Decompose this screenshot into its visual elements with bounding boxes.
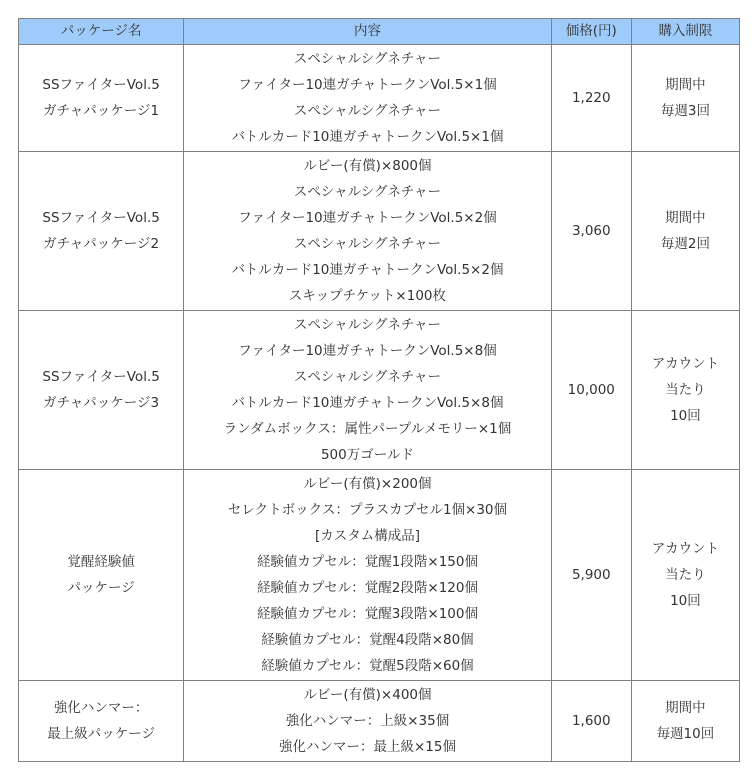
- content-line: ファイター10連ガチャトークンVol.5×8個: [238, 343, 497, 359]
- package-name-line: 覚醒経験値: [67, 554, 135, 570]
- limit-cell: [631, 470, 739, 681]
- limit-line: アカウント: [651, 356, 720, 372]
- content-line: スキップチケット×100枚: [288, 288, 447, 304]
- content-line: 経験値カプセル：覚醒2段階×120個: [256, 580, 478, 596]
- package-name-line: 強化ハンマー：: [53, 700, 149, 716]
- content-line: 経験値カプセル：覚醒3段階×100個: [256, 606, 478, 622]
- package-name-cell: [19, 152, 184, 311]
- header-package-name: パッケージ名: [19, 19, 184, 45]
- header-content: 内容: [184, 19, 552, 45]
- table-row: [19, 152, 740, 311]
- content-line: ファイター10連ガチャトークンVol.5×2個: [238, 210, 497, 226]
- content-line: バトルカード10連ガチャトークンVol.5×2個: [231, 262, 504, 278]
- limit-cell: [631, 681, 739, 762]
- content-line: ルビー(有償)×800個: [303, 158, 432, 174]
- limit-line: 期間中: [665, 77, 706, 93]
- content-line: バトルカード10連ガチャトークンVol.5×1個: [231, 129, 504, 145]
- table-row: [19, 681, 740, 762]
- content-line: スペシャルシグネチャー: [293, 236, 442, 252]
- content-line: ルビー(有償)×400個: [303, 687, 432, 703]
- content-cell: [184, 45, 552, 152]
- content-line: スペシャルシグネチャー: [293, 184, 442, 200]
- limit-line: 当たり: [665, 382, 706, 398]
- header-purchase-limit: 購入制限: [631, 19, 739, 45]
- package-name-line: ガチャパッケージ3: [43, 395, 160, 411]
- content-line: 強化ハンマー：上級×35個: [285, 713, 450, 729]
- content-line: スペシャルシグネチャー: [293, 103, 442, 119]
- limit-cell: [631, 311, 739, 470]
- limit-line: 当たり: [665, 567, 706, 583]
- limit-line: 期間中: [665, 700, 706, 716]
- package-name-line: パッケージ: [67, 580, 135, 596]
- header-price: 価格(円): [551, 19, 631, 45]
- limit-line: アカウント: [651, 541, 720, 557]
- price-cell: 1,600: [551, 681, 631, 762]
- table-row: [19, 45, 740, 152]
- content-line: ルビー(有償)×200個: [303, 476, 432, 492]
- price-cell: 10,000: [551, 311, 631, 470]
- content-cell: [184, 681, 552, 762]
- package-name-line: ガチャパッケージ2: [43, 236, 160, 252]
- package-table: [18, 18, 740, 762]
- limit-line: 毎週2回: [660, 236, 710, 252]
- content-line: [カスタム構成品]: [314, 528, 420, 544]
- content-line: スペシャルシグネチャー: [293, 369, 442, 385]
- content-line: スペシャルシグネチャー: [293, 317, 442, 333]
- package-name-line: SSファイターVol.5: [42, 210, 160, 226]
- price-cell: 1,220: [551, 45, 631, 152]
- limit-line: 毎週3回: [660, 103, 710, 119]
- content-line: 強化ハンマー：最上級×15個: [278, 739, 456, 755]
- content-cell: [184, 470, 552, 681]
- limit-line: 10回: [670, 593, 701, 609]
- package-name-line: SSファイターVol.5: [42, 77, 160, 93]
- content-line: ファイター10連ガチャトークンVol.5×1個: [238, 77, 497, 93]
- table-header-row: [19, 19, 740, 45]
- content-line: 経験値カプセル：覚醒5段階×60個: [261, 658, 474, 674]
- package-name-line: 最上級パッケージ: [47, 726, 155, 742]
- limit-cell: [631, 45, 739, 152]
- content-line: バトルカード10連ガチャトークンVol.5×8個: [231, 395, 504, 411]
- content-line: ランダムボックス：属性パープルメモリー×1個: [223, 421, 512, 437]
- package-name-cell: [19, 311, 184, 470]
- content-cell: [184, 152, 552, 311]
- price-cell: 3,060: [551, 152, 631, 311]
- limit-cell: [631, 152, 739, 311]
- content-line: 経験値カプセル：覚醒4段階×80個: [261, 632, 474, 648]
- limit-line: 10回: [670, 408, 701, 424]
- package-name-line: ガチャパッケージ1: [43, 103, 160, 119]
- content-line: 経験値カプセル：覚醒1段階×150個: [256, 554, 478, 570]
- table-row: [19, 311, 740, 470]
- package-name-cell: [19, 681, 184, 762]
- price-cell: 5,900: [551, 470, 631, 681]
- content-cell: [184, 311, 552, 470]
- limit-line: 期間中: [665, 210, 706, 226]
- package-name-cell: [19, 470, 184, 681]
- content-line: スペシャルシグネチャー: [293, 51, 442, 67]
- package-name-cell: [19, 45, 184, 152]
- package-name-line: SSファイターVol.5: [42, 369, 160, 385]
- limit-line: 毎週10回: [656, 726, 715, 742]
- content-line: 500万ゴールド: [320, 447, 414, 463]
- content-line: セレクトボックス：プラスカプセル1個×30個: [227, 502, 508, 518]
- table-row: [19, 470, 740, 681]
